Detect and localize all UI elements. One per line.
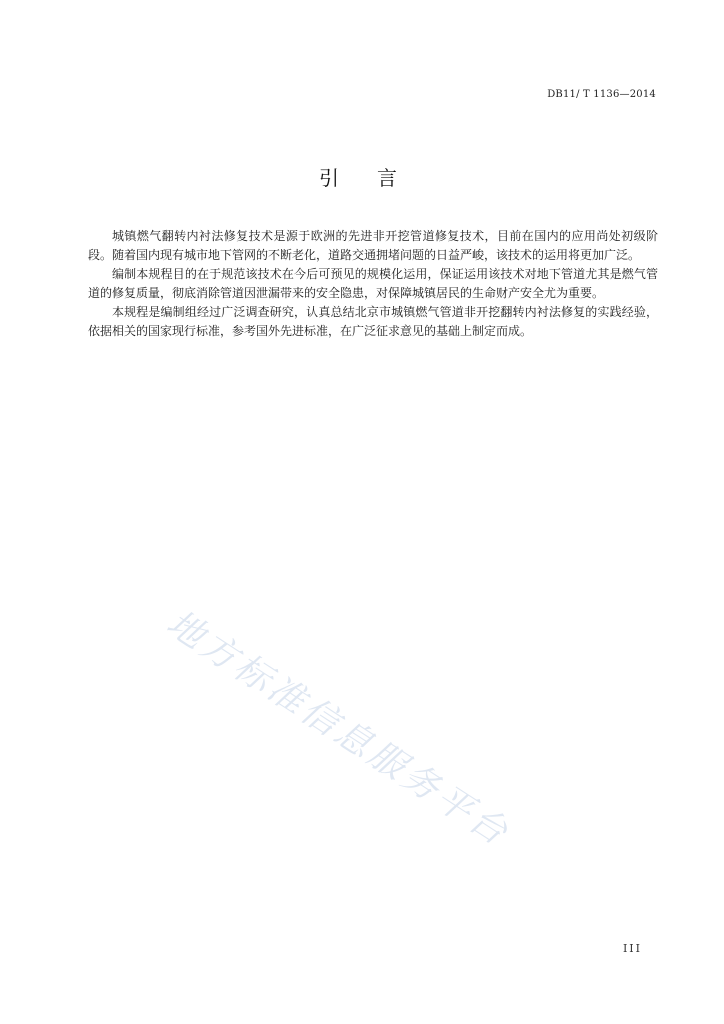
page-title: 引言: [319, 166, 435, 190]
document-code: DB11/ T 1136—2014: [547, 89, 656, 100]
page-number: III: [622, 942, 642, 955]
paragraph-3: 本规程是编制组经过广泛调查研究，认真总结北京市城镇燃气管道非开挖翻转内衬法修复的实践经验，依据相关的国家现行标准，参考国外先进标准，在广泛征求意见的基础上制定而成。: [88, 305, 658, 338]
paragraph-2: 编制本规程目的在于规范该技术在今后可预见的规模化运用，保证运用该技术对地下管道尤其是燃气管道的修复质量，彻底消除管道因泄漏带来的安全隐患，对保障城镇居民的生命财产安全尤为重要。: [88, 267, 658, 300]
watermark-text: 地方标准信息服务平台: [159, 602, 518, 855]
body-content: [88, 227, 658, 341]
paragraph-1: 城镇燃气翻转内衬法修复技术是源于欧洲的先进非开挖管道修复技术，目前在国内的应用尚处初级阶段。随着国内现有城市地下管网的不断老化，道路交通拥堵问题的日益严峻，该技术的运用将更加广泛。: [88, 229, 658, 262]
